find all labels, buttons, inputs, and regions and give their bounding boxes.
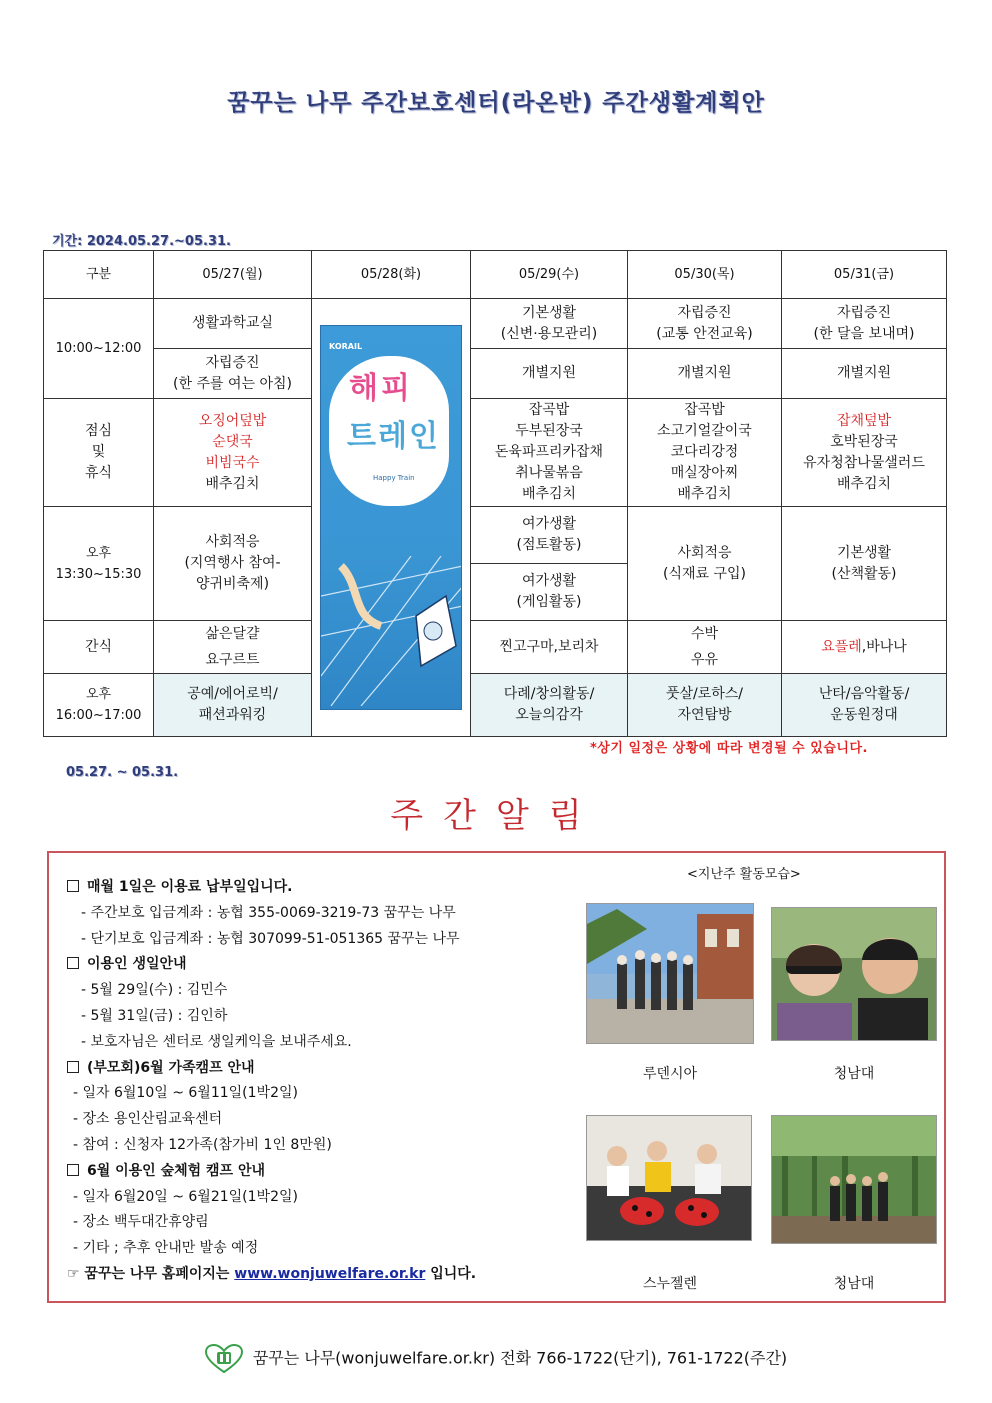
notice-text: - 참여 : 신청자 12가족(참가비 1인 8만원) bbox=[73, 1136, 332, 1153]
notice-heading bbox=[67, 1159, 577, 1185]
row-label-afternoon bbox=[44, 507, 154, 621]
header-cell: 05/31(금) bbox=[782, 251, 947, 299]
homepage-prefix: ☞ 꿈꾸는 나무 홈페이지는 bbox=[67, 1265, 235, 1282]
activity-photo bbox=[586, 903, 754, 1044]
menu-item: 순댓국 bbox=[212, 433, 253, 450]
menu-item: 비빔국수 bbox=[205, 454, 260, 471]
thu-am1-title: 자립증진 bbox=[677, 304, 732, 321]
lunch-label-1: 점심 bbox=[84, 423, 113, 439]
table-row bbox=[44, 674, 947, 737]
table-row bbox=[44, 299, 947, 349]
table-row bbox=[44, 621, 947, 674]
notice-item bbox=[67, 1107, 577, 1133]
cell-tue-poster bbox=[312, 299, 471, 737]
homepage-suffix: 입니다. bbox=[425, 1265, 477, 1282]
late-item: 운동원정대 bbox=[830, 707, 898, 723]
notice-text: - 보호자님은 센터로 생일케익을 보내주세요. bbox=[81, 1033, 352, 1050]
notice-item bbox=[67, 1004, 577, 1030]
notice-list bbox=[67, 875, 577, 1288]
notice-heading bbox=[67, 952, 577, 978]
header-cell: 구분 bbox=[44, 251, 154, 299]
pm-fri-title: 기본생활 bbox=[836, 544, 892, 561]
header-cell: 05/28(화) bbox=[312, 251, 471, 299]
notice-text: - 장소 백두대간휴양림 bbox=[73, 1214, 209, 1231]
checkbox-square-icon bbox=[67, 1061, 79, 1073]
checkbox-square-icon bbox=[67, 1164, 79, 1176]
menu-item: 배추김치 bbox=[677, 486, 732, 502]
notice-text: (부모회)6월 가족캠프 안내 bbox=[87, 1059, 255, 1076]
snack-item: 수박 bbox=[690, 626, 719, 642]
homepage-link[interactable]: www.wonjuwelfare.or.kr bbox=[234, 1265, 426, 1282]
cell-snack-fri bbox=[782, 621, 947, 674]
table-row bbox=[44, 349, 947, 399]
cell-snack-wed: 찐고구마,보리차 bbox=[471, 621, 628, 674]
weekly-schedule-table bbox=[43, 250, 947, 737]
notice-text: 매월 1일은 이용료 납부일입니다. bbox=[87, 879, 293, 895]
photo-caption: 스누젤렌 bbox=[642, 1276, 698, 1292]
gallery-caption: <지난주 활동모습> bbox=[687, 867, 801, 882]
menu-item: 돈육파프리카잡채 bbox=[494, 444, 604, 460]
wed-am1-sub: (신변·용모관리) bbox=[500, 325, 598, 342]
cell-late-mon bbox=[154, 674, 312, 737]
menu-item: 매실장아찌 bbox=[670, 465, 739, 481]
cell-thu-am2: 개별지원 bbox=[628, 349, 782, 399]
notice-text: 6월 이용인 숲체험 캠프 안내 bbox=[87, 1162, 266, 1179]
snack-item: 요구르트 bbox=[205, 652, 260, 668]
menu-item: 잡곡밥 bbox=[684, 402, 725, 418]
wed-am1-title: 기본생활 bbox=[521, 304, 577, 321]
pm-label-2: 13:30~15:30 bbox=[55, 566, 142, 582]
table-header-row bbox=[44, 251, 947, 299]
weekly-notice-title: 주간알림 bbox=[390, 796, 602, 836]
cell-lunch-wed bbox=[471, 399, 628, 507]
pm-wed2-title: 여가생활 bbox=[521, 573, 577, 589]
menu-item: 호박된장국 bbox=[830, 433, 898, 450]
cell-pm-wed1 bbox=[471, 507, 628, 564]
cell-late-wed bbox=[471, 674, 628, 737]
notice-item bbox=[67, 1185, 577, 1211]
poster-subtitle: Happy Train bbox=[373, 474, 415, 482]
menu-item: 오징어덮밥 bbox=[198, 412, 267, 429]
pm-mon-sub: (지역행사 참여- bbox=[184, 555, 281, 571]
cell-late-fri bbox=[782, 674, 947, 737]
fri-am1-sub: (한 달을 보내며) bbox=[813, 325, 915, 342]
korail-logo: KORAIL bbox=[329, 342, 363, 351]
cell-lunch-mon bbox=[154, 399, 312, 507]
poster-title-1: 해피 bbox=[349, 371, 413, 406]
menu-item: 배추김치 bbox=[836, 475, 892, 492]
cell-mon-am1: 생활과학교실 bbox=[154, 299, 312, 349]
checkbox-square-icon bbox=[67, 880, 79, 892]
page-title: 꿈꾸는 나무 주간보호센터(라온반) 주간생활계획안 bbox=[227, 90, 765, 116]
lunch-label-3: 휴식 bbox=[84, 465, 113, 481]
cell-pm-thu bbox=[628, 507, 782, 621]
cell-fri-am2: 개별지원 bbox=[782, 349, 947, 399]
notice-item bbox=[67, 1081, 577, 1107]
menu-item: 유자청참나물샐러드 bbox=[803, 454, 925, 471]
row-label-snack: 간식 bbox=[44, 621, 154, 674]
railway-illustration bbox=[321, 556, 462, 706]
late-item: 풋살/로하스/ bbox=[665, 686, 744, 702]
mon-am2-sub: (한 주를 여는 아침) bbox=[173, 375, 292, 392]
photo-caption: 루덴시아 bbox=[642, 1066, 698, 1082]
activity-photo bbox=[771, 1115, 937, 1244]
snack-item: ,바나나 bbox=[861, 638, 907, 655]
cell-snack-mon bbox=[154, 621, 312, 674]
row-label-late-afternoon bbox=[44, 674, 154, 737]
pm-wed2-sub: (게임활동) bbox=[516, 594, 582, 610]
menu-item: 취나물볶음 bbox=[515, 465, 583, 481]
table-row bbox=[44, 399, 947, 507]
cell-snack-thu bbox=[628, 621, 782, 674]
lunch-label-2: 및 bbox=[91, 444, 106, 460]
notice-text: - 일자 6월20일 ~ 6월21일(1박2일) bbox=[73, 1188, 298, 1205]
pm-thu-sub: (식재료 구입) bbox=[663, 565, 746, 582]
cell-thu-am1 bbox=[628, 299, 782, 349]
menu-item: 두부된장국 bbox=[515, 423, 583, 439]
thu-am1-sub: (교통 안전교육) bbox=[656, 325, 753, 342]
pm-mon-title: 사회적응 bbox=[205, 534, 260, 550]
homepage-line bbox=[67, 1262, 577, 1288]
happy-train-poster bbox=[320, 325, 462, 710]
photo-caption: 청남대 bbox=[833, 1066, 875, 1082]
table-row bbox=[44, 507, 947, 564]
pm-label-1: 오후 bbox=[85, 545, 112, 561]
menu-item: 코다리강정 bbox=[670, 444, 739, 460]
snack-item: 삶은달걀 bbox=[205, 626, 260, 642]
cell-pm-mon bbox=[154, 507, 312, 621]
heart-logo-icon bbox=[205, 1344, 243, 1374]
photo-caption: 청남대 bbox=[833, 1276, 875, 1292]
pm-thu-title: 사회적응 bbox=[677, 544, 732, 561]
cell-fri-am1 bbox=[782, 299, 947, 349]
header-cell: 05/29(수) bbox=[471, 251, 628, 299]
schedule-change-notice: *상기 일정은 상황에 따라 변경될 수 있습니다. bbox=[590, 741, 868, 756]
notice-period: 05.27. ~ 05.31. bbox=[66, 765, 179, 780]
activity-photo bbox=[586, 1115, 752, 1241]
notice-text: - 5월 29일(수) : 김민수 bbox=[81, 982, 228, 999]
cell-wed-am1 bbox=[471, 299, 628, 349]
menu-item: 배추김치 bbox=[521, 486, 577, 502]
header-cell: 05/27(월) bbox=[154, 251, 312, 299]
footer-text: 꿈꾸는 나무(wonjuwelfare.or.kr) 전화 766-1722(단기), 761-1722(주간) bbox=[252, 1348, 788, 1368]
pm-wed1-title: 여가생활 bbox=[521, 516, 577, 532]
weekly-notice-box bbox=[47, 851, 946, 1303]
late-item: 난타/음악활동/ bbox=[818, 686, 910, 702]
cell-lunch-fri bbox=[782, 399, 947, 507]
late-item: 자연탐방 bbox=[677, 707, 732, 723]
notice-text: - 주간보호 입금계좌 : 농협 355-0069-3219-73 꿈꾸는 나무 bbox=[81, 904, 456, 921]
mon-am2-title: 자립증진 bbox=[205, 354, 260, 371]
notice-item bbox=[67, 927, 577, 953]
notice-text: - 기타 ; 추후 안내만 발송 예정 bbox=[73, 1240, 259, 1257]
cell-lunch-thu bbox=[628, 399, 782, 507]
late-label-2: 16:00~17:00 bbox=[55, 708, 142, 723]
notice-heading bbox=[67, 875, 577, 901]
notice-item bbox=[67, 1236, 577, 1262]
late-label-1: 오후 bbox=[85, 687, 112, 702]
snack-item: 우유 bbox=[690, 652, 719, 668]
pm-mon-sub: 양귀비축제) bbox=[195, 576, 270, 592]
cell-pm-fri bbox=[782, 507, 947, 621]
checkbox-square-icon bbox=[67, 957, 79, 969]
notice-item bbox=[67, 1133, 577, 1159]
late-item: 오늘의감각 bbox=[515, 707, 583, 723]
header-cell: 05/30(목) bbox=[628, 251, 782, 299]
notice-text: 이용인 생일안내 bbox=[87, 956, 187, 973]
notice-item bbox=[67, 1210, 577, 1236]
menu-item: 잡채덮밥 bbox=[836, 412, 892, 429]
cell-pm-wed2 bbox=[471, 564, 628, 621]
cell-mon-am2 bbox=[154, 349, 312, 399]
fri-am1-title: 자립증진 bbox=[836, 304, 892, 321]
poster-title-2: 트레인 bbox=[347, 419, 440, 454]
notice-heading bbox=[67, 1056, 577, 1082]
row-label-lunch bbox=[44, 399, 154, 507]
notice-text: - 일자 6월10일 ~ 6월11일(1박2일) bbox=[73, 1085, 298, 1102]
notice-text: - 5월 31일(금) : 김인하 bbox=[81, 1007, 228, 1024]
notice-text: - 장소 용인산림교육센터 bbox=[73, 1111, 223, 1128]
late-item: 패션과워킹 bbox=[198, 707, 267, 723]
late-item: 공예/에어로빅/ bbox=[187, 686, 278, 702]
pm-wed1-sub: (점토활동) bbox=[516, 537, 582, 553]
menu-item: 배추김치 bbox=[205, 475, 260, 492]
notice-text: - 단기보호 입금계좌 : 농협 307099-51-051365 꿈꾸는 나무 bbox=[81, 930, 460, 947]
cell-late-thu bbox=[628, 674, 782, 737]
footer bbox=[0, 1344, 992, 1374]
row-label-morning: 10:00~12:00 bbox=[44, 299, 154, 399]
menu-item: 소고기얼갈이국 bbox=[657, 423, 752, 439]
activity-photo bbox=[771, 907, 937, 1041]
snack-item-red: 요플레 bbox=[821, 638, 862, 655]
menu-item: 잡곡밥 bbox=[528, 402, 570, 418]
notice-item bbox=[67, 901, 577, 927]
period-label: 기간: 2024.05.27.~05.31. bbox=[52, 234, 231, 249]
late-item: 다례/창의활동/ bbox=[503, 686, 595, 702]
cell-wed-am2: 개별지원 bbox=[471, 349, 628, 399]
pm-fri-sub: (산책활동) bbox=[831, 565, 897, 582]
notice-item bbox=[67, 978, 577, 1004]
notice-item bbox=[67, 1030, 577, 1056]
